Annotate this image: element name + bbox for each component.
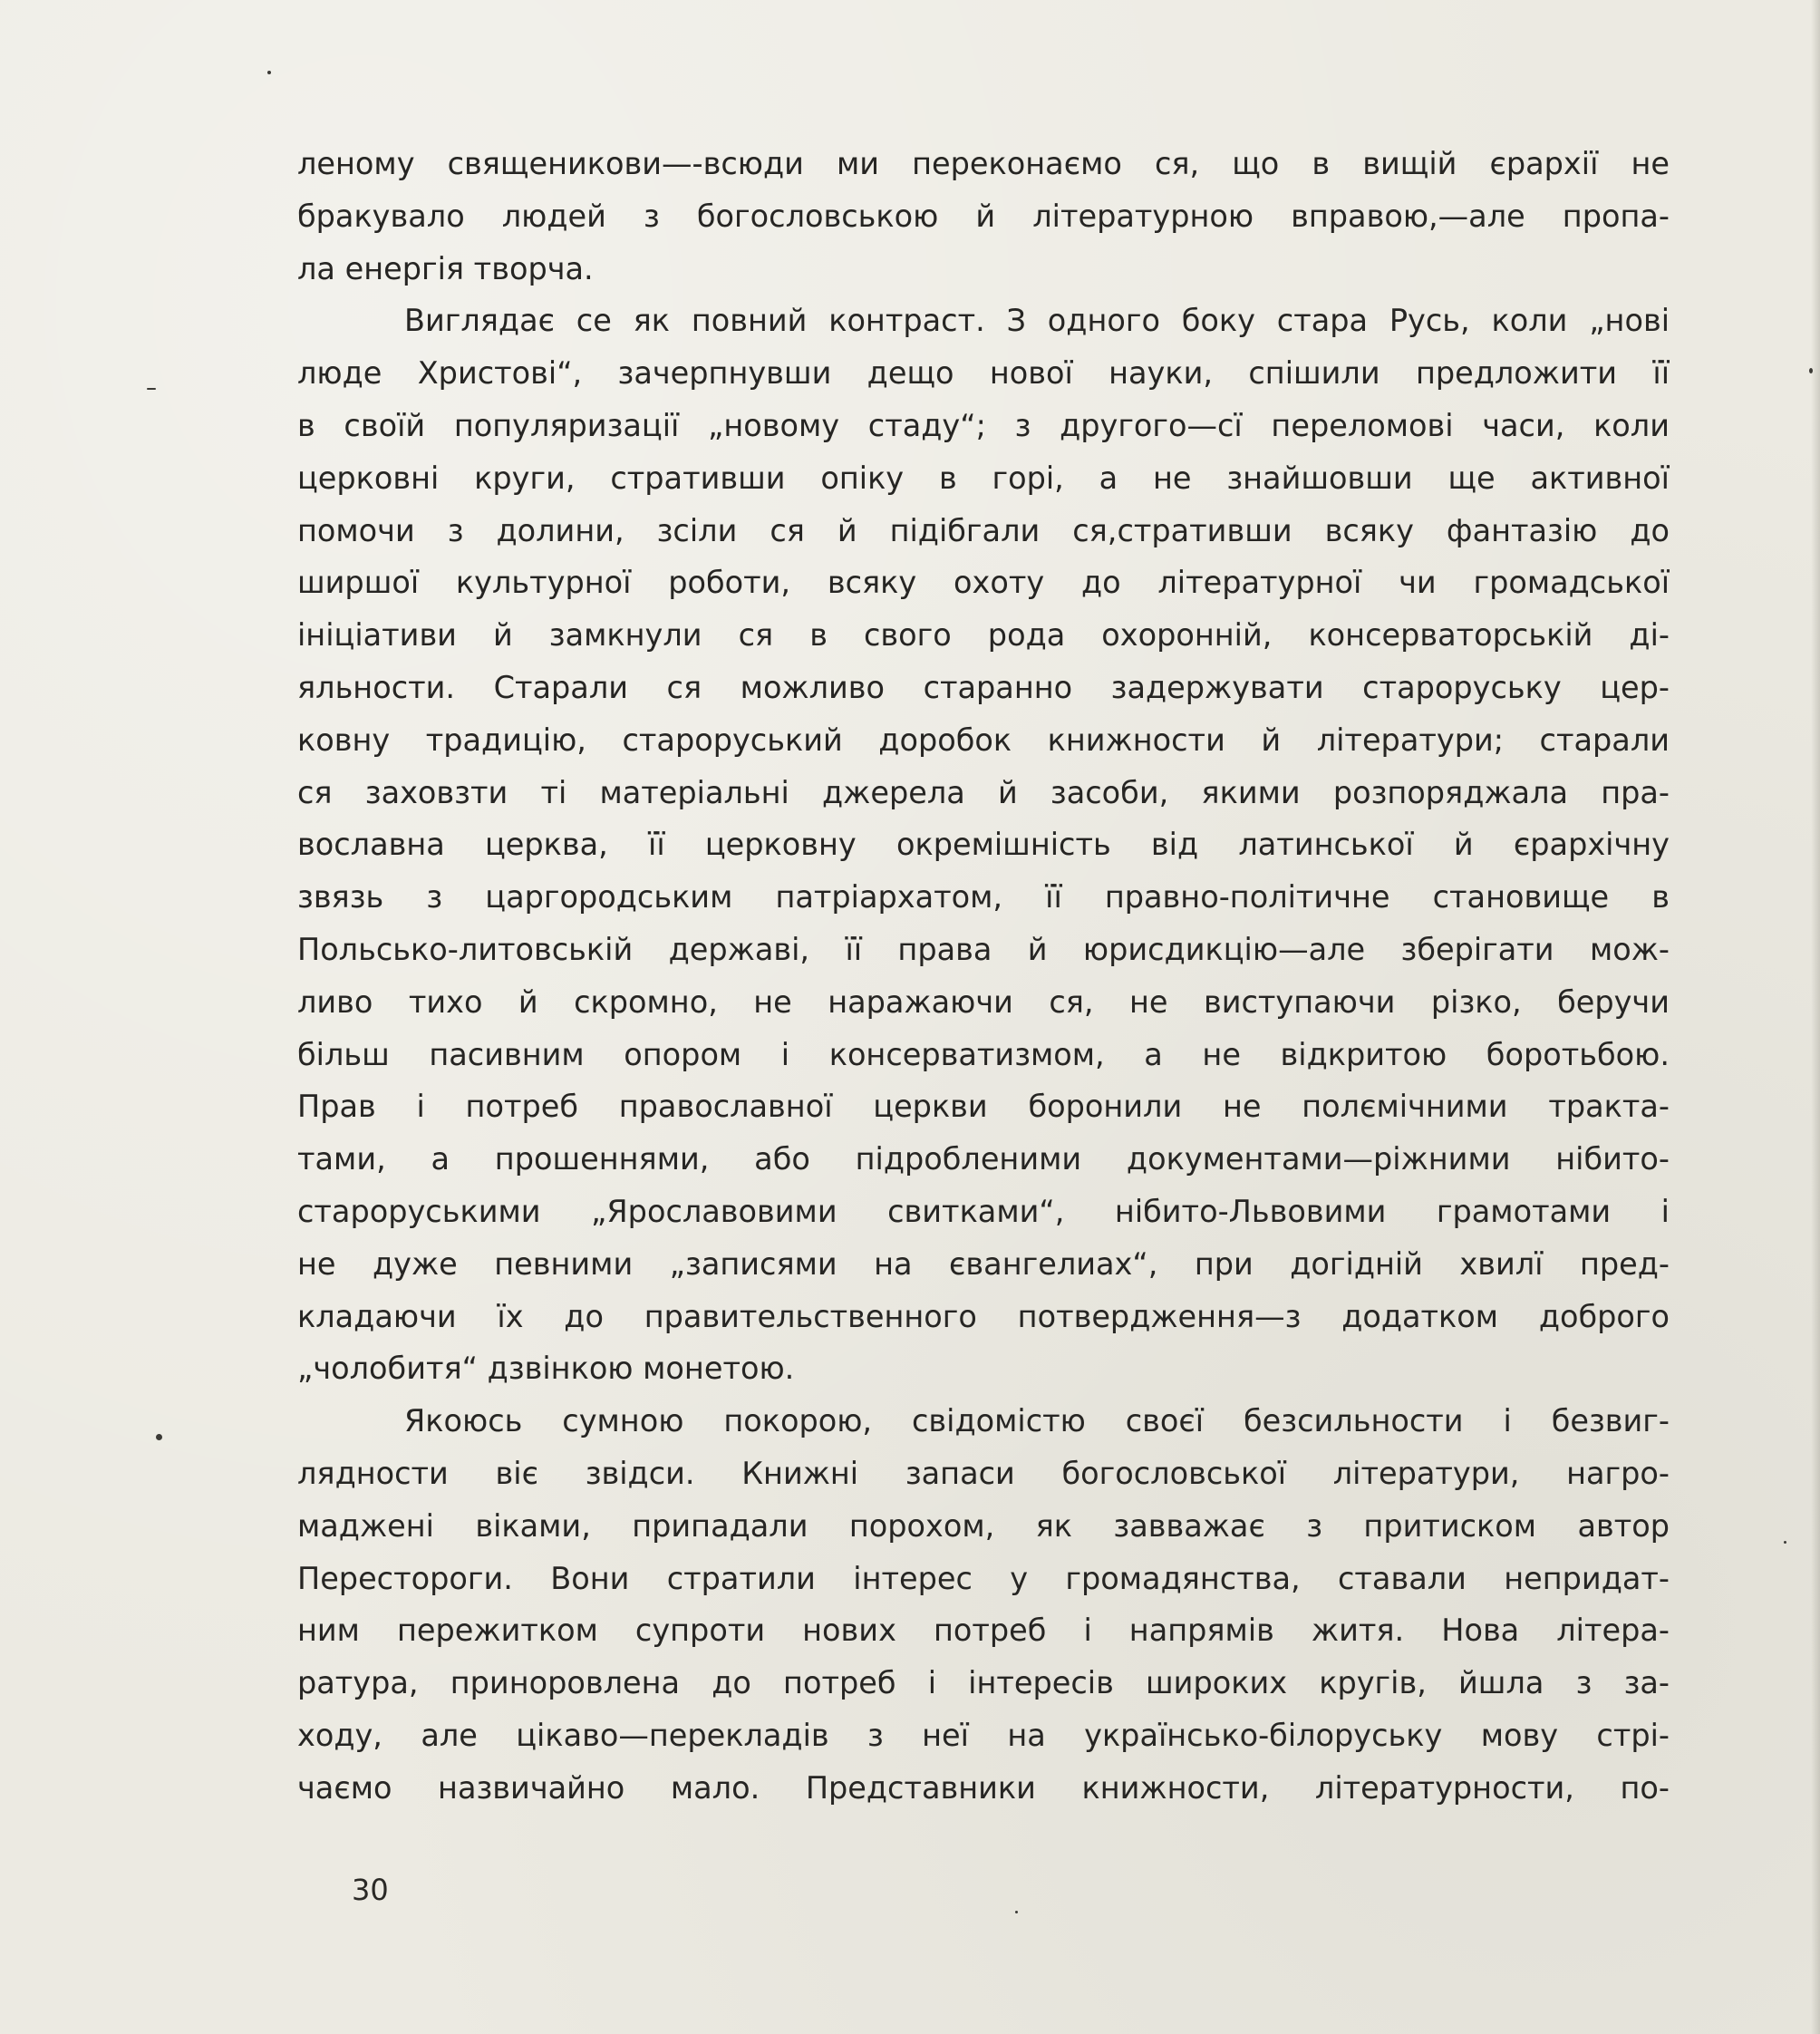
text-line: тами, а прошеннями, або підробленими документами—ріжними нібито- [297, 1141, 1670, 1177]
text-line: помочи з долини, зсіли ся й підібгали ся,стративши всяку фантазію до [297, 512, 1670, 548]
dust-speck [1015, 1911, 1018, 1913]
page-edge-shadow [1811, 0, 1820, 2034]
text-line: Виглядає се як повний контраст. З одного боку стара Русь, коли „нові [404, 303, 1670, 339]
text-line: ливо тихо й скромно, не наражаючи ся, не виступаючи різко, беручи [297, 983, 1670, 1020]
text-line: Якоюсь сумною покорою, свідомістю своєї безсильности і безвиг- [404, 1403, 1670, 1439]
text-line: ширшої культурної роботи, всяку охоту до літературної чи громадської [297, 565, 1670, 601]
text-line: люде Христові“, зачерпнувши дещо нової науки, спішили предложити її [297, 355, 1670, 392]
text-line: бракувало людей з богословською й літературною вправою,—але пропа- [297, 198, 1670, 234]
page-number: 30 [352, 1873, 389, 1907]
text-line: ратура, приноровлена до потреб і інтересів широких кругів, йшла з за- [297, 1665, 1670, 1701]
text-line: чаємо назвичайно мало. Представники книжности, літературности, по- [297, 1769, 1670, 1806]
text-line: більш пасивним опором і консерватизмом, а не відкритою боротьбою. [297, 1036, 1670, 1072]
text-line: не дуже певними „записями на євангелиах“, при догідній хвилї пред- [297, 1245, 1670, 1282]
text-line: в своїй популяризації „новому стаду“; з другого—сї переломові часи, коли [297, 407, 1670, 443]
text-line: ла енергія творча. [297, 250, 594, 286]
text-line: яльности. Старали ся можливо старанно задержувати староруську цер- [297, 669, 1670, 705]
text-line: ним пережитком супроти нових потреб і напрямів житя. Нова літера- [297, 1613, 1670, 1649]
text-line: староруськими „Ярославовими свитками“, нібито-Львовими грамотами і [297, 1193, 1670, 1229]
text-line: „чолобитя“ дзвінкою монетою. [297, 1351, 795, 1387]
dust-speck [1784, 1541, 1786, 1544]
text-line: кладаючи їх до правительственного потвердження—з додатком доброго [297, 1298, 1670, 1334]
dust-speck [147, 388, 156, 390]
text-line: звязь з царгородським патріархатом, її правно-політичне становище в [297, 879, 1670, 915]
text-line: маджені віками, припадали порохом, як завважає з притиском автор [297, 1507, 1670, 1544]
dust-speck [156, 1434, 162, 1440]
text-line: Польсько-литовській державі, її права й юрисдикцію—але зберігати мож- [297, 931, 1670, 967]
text-line: вославна церква, її церковну окремішність від латинської й єрархічну [297, 827, 1670, 863]
text-line: церковні круги, стративши опіку в горі, а не знайшовши ще активної [297, 460, 1670, 496]
text-line: Перестороги. Вони стратили інтерес у громадянства, ставали непридат- [297, 1560, 1670, 1596]
dust-speck [1809, 368, 1813, 373]
body-text [297, 138, 1670, 1815]
text-line: ся заховзти ті матеріальні джерела й засоби, якими розпоряджала пра- [297, 774, 1670, 810]
text-line: ходу, але цікаво—перекладів з неї на українсько-білоруську мову стрі- [297, 1717, 1670, 1753]
text-line: ковну традицію, староруський доробок книжности й літератури; старали [297, 722, 1670, 758]
text-line: Прав і потреб православної церкви боронили не полємічними тракта- [297, 1089, 1670, 1125]
dust-speck [267, 71, 271, 74]
text-line: лядности віє звідси. Книжні запаси богословської літератури, нагро- [297, 1455, 1670, 1491]
text-line: леному священикови—-всюди ми переконаємо ся, що в вищій єрархії не [297, 146, 1670, 181]
text-line: ініціативи й замкнули ся в свого рода охоронній, консерваторській ді- [297, 617, 1670, 654]
